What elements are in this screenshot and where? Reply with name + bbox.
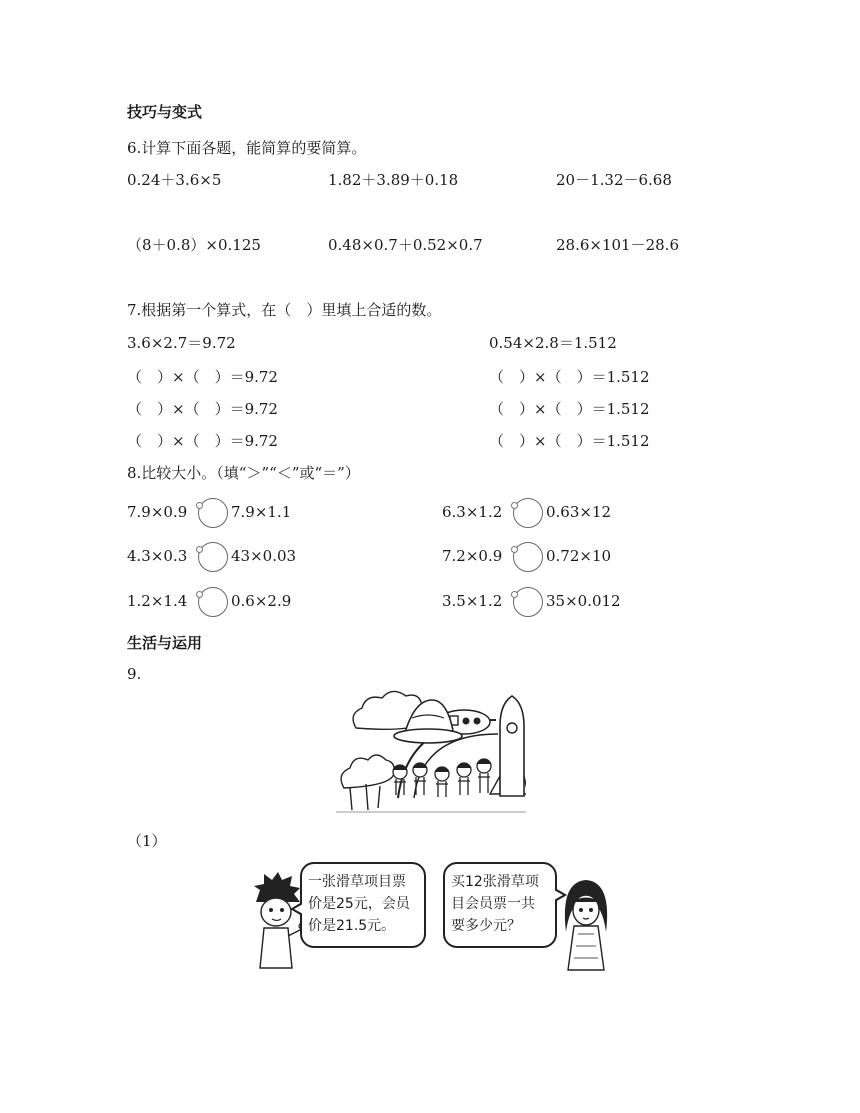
bubble-text-line: 要多少元？ [451, 918, 521, 934]
girl-character-illustration [558, 872, 612, 974]
bubble-text-line: 价是25元，会员 [308, 896, 410, 912]
bubble-text-line: 目会员票一共 [451, 896, 535, 912]
compare-left-expr: 4.3×0.3 [127, 547, 188, 565]
park-entrance-illustration [336, 688, 526, 816]
q6-expression: 0.24＋3.6×5 [127, 171, 222, 189]
compare-left-expr: 1.2×1.4 [127, 592, 188, 610]
compare-right-expr: 0.72×10 [546, 547, 612, 565]
compare-left-expr: 3.5×1.2 [442, 592, 503, 610]
compare-left-expr: 7.2×0.9 [442, 547, 503, 565]
q6-expression: 20－1.32－6.68 [556, 171, 672, 189]
question-6-title: 6.计算下面各题，能简算的要简算。 [127, 139, 367, 157]
sub-question-label: （1） [127, 832, 167, 850]
compare-right-expr: 0.6×2.9 [231, 592, 292, 610]
q6-expression: 28.6×101－28.6 [556, 236, 679, 254]
speech-bubble-left [300, 862, 426, 948]
compare-right-expr: 7.9×1.1 [231, 503, 292, 521]
compare-circle-blank[interactable] [198, 498, 228, 528]
section-heading: 技巧与变式 [127, 103, 203, 121]
q7-blank-equation: （ ）×（ ）＝9.72 [127, 368, 278, 386]
q7-blank-equation: （ ）×（ ）＝1.512 [489, 432, 650, 450]
question-8-title: 8.比较大小。（填“＞”“＜”或“＝”） [127, 464, 360, 482]
compare-circle-blank[interactable] [198, 587, 228, 617]
q7-blank-equation: （ ）×（ ）＝1.512 [489, 400, 650, 418]
bubble-text-line: 价是21.5元。 [308, 918, 396, 934]
compare-circle-blank[interactable] [513, 542, 543, 572]
q7-given-equation: 0.54×2.8＝1.512 [489, 334, 617, 352]
q7-blank-equation: （ ）×（ ）＝9.72 [127, 432, 278, 450]
q6-expression: 0.48×0.7＋0.52×0.7 [328, 236, 483, 254]
compare-left-expr: 7.9×0.9 [127, 503, 188, 521]
speech-bubble-right [443, 862, 557, 948]
question-9-label: 9. [127, 665, 142, 683]
q7-blank-equation: （ ）×（ ）＝9.72 [127, 400, 278, 418]
bubble-text-line: 买12张滑草项 [451, 874, 539, 890]
compare-right-expr: 43×0.03 [231, 547, 297, 565]
q7-blank-equation: （ ）×（ ）＝1.512 [489, 368, 650, 386]
compare-circle-blank[interactable] [513, 498, 543, 528]
section-heading: 生活与运用 [127, 634, 203, 652]
compare-right-expr: 0.63×12 [546, 503, 612, 521]
bubble-text-line: 一张滑草项目票 [308, 874, 406, 890]
boy-character-illustration [250, 872, 306, 972]
compare-circle-blank[interactable] [513, 587, 543, 617]
compare-right-expr: 35×0.012 [546, 592, 621, 610]
q6-expression: 1.82＋3.89＋0.18 [328, 171, 459, 189]
q7-given-equation: 3.6×2.7＝9.72 [127, 334, 236, 352]
q6-expression: （8＋0.8）×0.125 [127, 236, 261, 254]
compare-circle-blank[interactable] [198, 542, 228, 572]
compare-left-expr: 6.3×1.2 [442, 503, 503, 521]
question-7-title: 7.根据第一个算式，在（ ）里填上合适的数。 [127, 301, 442, 319]
